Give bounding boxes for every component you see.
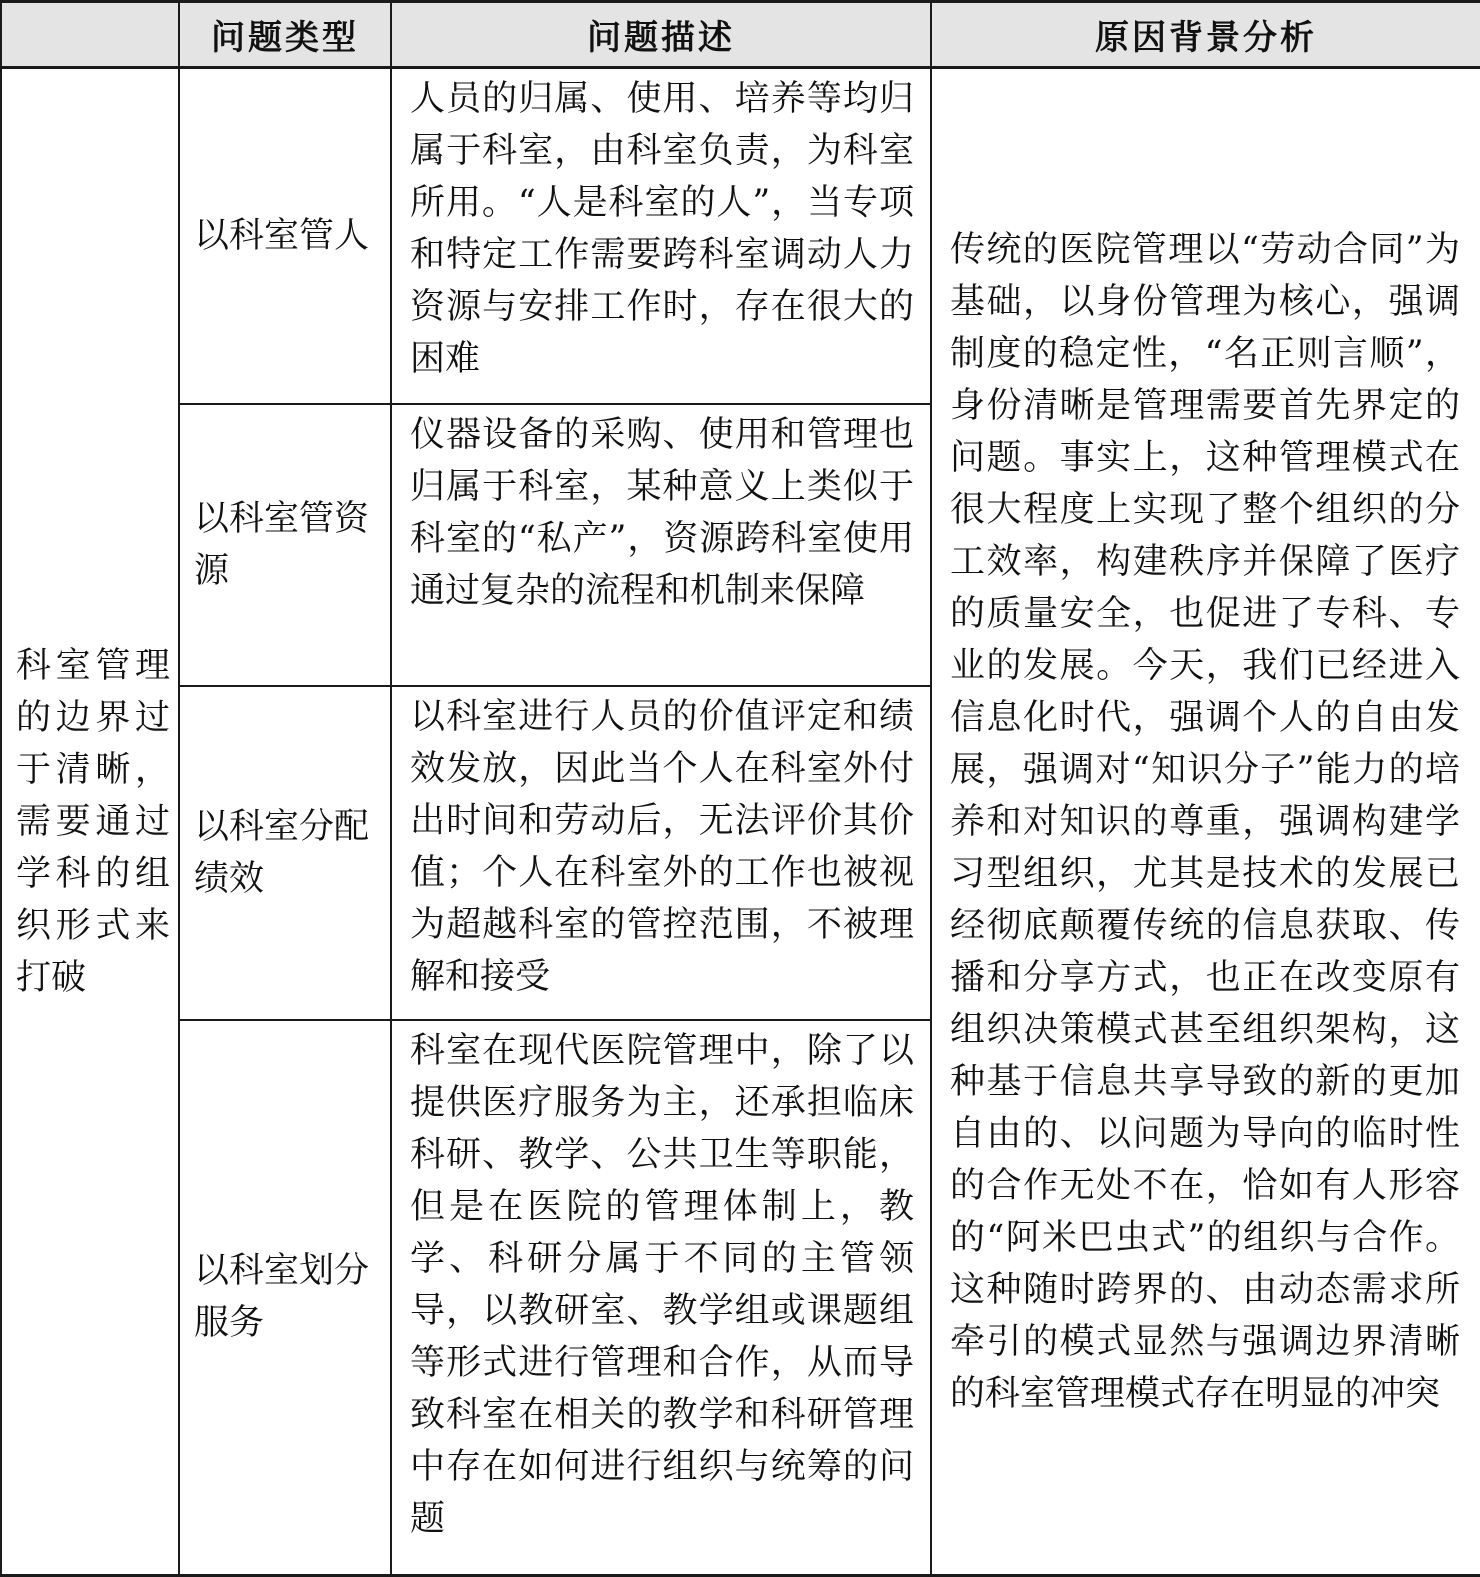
table-row — [1, 68, 1480, 404]
problem-description-cell: 以科室进行人员的价值评定和绩效发放，因此当个人在科室外付出时间和劳动后，无法评价其价值；个人在科室外的工作也被视为超越科室的管控范围，不被理解和接受 — [391, 686, 931, 1020]
problem-description-cell: 仪器设备的采购、使用和管理也归属于科室，某种意义上类似于科室的“私产”，资源跨科室使用通过复杂的流程和机制来保障 — [391, 404, 931, 686]
problem-description-cell: 科室在现代医院管理中，除了以提供医疗服务为主，还承担临床科研、教学、公共卫生等职能，但是在医院的管理体制上，教学、科研分属于不同的主管领导，以教研室、教学组或课题组等形式进行管理和合作，从而导致科室在相关的教学和科研管理中存在如何进行组织与统筹的问题 — [391, 1020, 931, 1576]
background-analysis-cell: 传统的医院管理以“劳动合同”为基础，以身份管理为核心，强调制度的稳定性，“名正则言顺”，身份清晰是管理需要首先界定的问题。事实上，这种管理模式在很大程度上实现了整个组织的分工效率，构建秩序并保障了医疗的质量安全，也促进了专科、专业的发展。今天，我们已经进入信息化时代，强调个人的自由发展，强调对“知识分子”能力的培养和对知识的尊重，强调构建学习型组织，尤其是技术的发展已经彻底颠覆传统的信息获取、传播和分享方式，也正在改变原有组织决策模式甚至组织架构，这种基于信息共享导致的新的更加自由的、以问题为导向的临时性的合作无处不在，恰如有人形容的“阿米巴虫式”的组织与合作。这种随时跨界的、由动态需求所牵引的模式显然与强调边界清晰的科室管理模式存在明显的冲突 — [931, 68, 1480, 1576]
problem-type-cell: 以科室划分服务 — [179, 1020, 391, 1576]
category-cell: 科室管理的边界过于清晰，需要通过学科的组织形式来打破 — [1, 68, 179, 1576]
header-problem-description: 问题描述 — [391, 2, 931, 68]
header-row — [1, 2, 1480, 68]
problem-type-cell: 以科室管资源 — [179, 404, 391, 686]
problem-type-cell: 以科室分配绩效 — [179, 686, 391, 1020]
header-background-analysis: 原因背景分析 — [931, 2, 1480, 68]
problem-type-cell: 以科室管人 — [179, 68, 391, 404]
table-header — [1, 2, 1480, 68]
table-body — [1, 68, 1480, 1576]
problem-description-cell: 人员的归属、使用、培养等均归属于科室，由科室负责，为科室所用。“人是科室的人”，当专项和特定工作需要跨科室调动人力资源与安排工作时，存在很大的困难 — [391, 68, 931, 404]
header-problem-type: 问题类型 — [179, 2, 391, 68]
header-blank — [1, 2, 179, 68]
